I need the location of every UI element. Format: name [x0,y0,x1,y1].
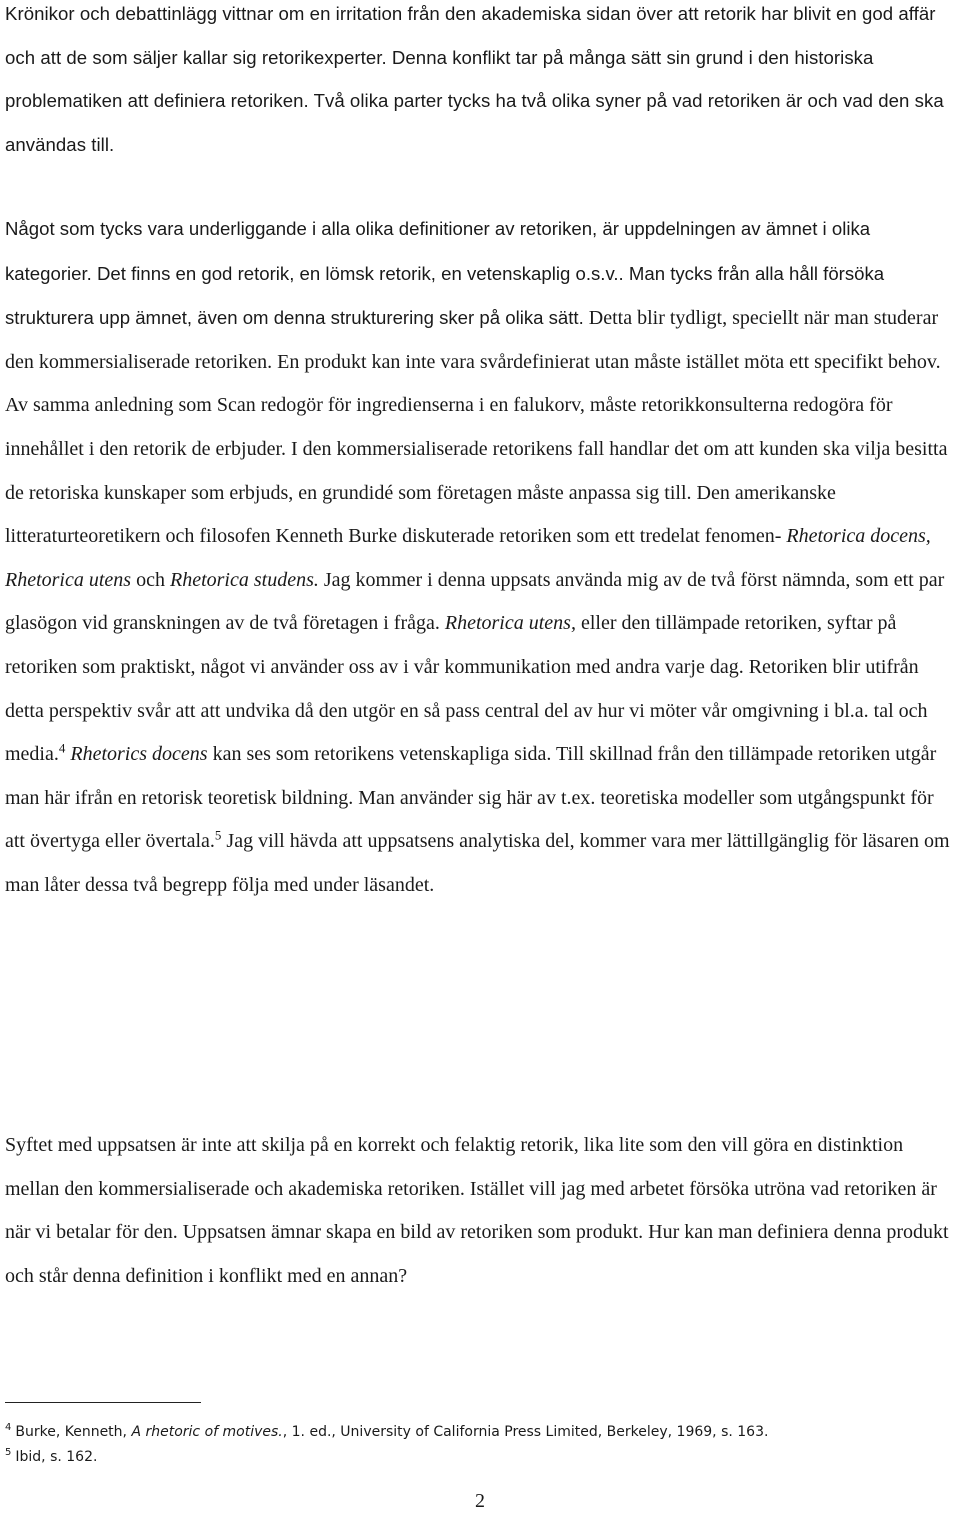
paragraph-categories-text-c: Jag kommer i denna uppsats använda mig av de två först nämnda, som ett par glasögon vid granskningen av de två företagen i fråga. [5,568,945,635]
paragraph-purpose-text: Syftet med uppsatsen är inte att skilja på en korrekt och felaktig retorik, lika lite som den vill göra en distinktion mellan den kommersialiserade och akademiska retoriken. Istället vill jag med arbetet försöka utröna vad retoriken är när vi betalar för den. Uppsatsen ämnar skapa en bild av retoriken som produkt. Hur kan man definiera denna produkt och står denna definition i konflikt med en annan? [5,1134,949,1287]
footnote-4 [5,1420,768,1445]
footnote-ref-5[interactable]: 5 [214,827,222,843]
footnote-4-number: 4 [5,1422,12,1434]
term-rhetorica-studens: Rhetorica studens. [169,568,319,591]
footnote-5 [5,1445,768,1470]
term-rhetorica-utens: Rhetorica utens, [444,612,576,635]
footnote-4-title: A rhetoric of motives. [131,1424,283,1440]
term-rhetorics-docens: Rhetorics docens [65,743,208,766]
footnotes [5,1420,768,1470]
footnote-5-number: 5 [5,1447,12,1459]
paragraph-purpose [5,1124,953,1298]
footnote-4-before: Burke, Kenneth, [15,1424,132,1440]
paragraph-categories-text-d: eller den tillämpade retoriken, syftar på retoriken som praktiskt, något vi använder oss av i vår kommunikation med andra varje dag. Retoriken blir utifrån detta perspektiv svår att att undvika då den utgör en så pass central del av hur vi möter vår omgivning i bl.a. tal och media. [5,612,928,766]
paragraph-categories-text-a: Detta blir tydligt, speciellt när man studerar den kommersialiserade retoriken. En produkt kan inte vara svårdefinierat utan måste istället möta ett specifikt behov. Av samma anledning som Scan redogör för ingredienserna i en falukorv, måste retorikkonsulterna redogöra för innehållet i den retorik de erbjuder. I den kommersialiserade retorikens fall handlar det om att kunden ska vilja besitta de retoriska kunskaper som erbjuds, en grundidé som företagen måste anpassa sig till. Den amerikanske litteraturteoretikern och filosofen Kenneth Burke diskuterade retoriken som ett tredelat fenomen- [5,307,948,548]
footnote-ref-4[interactable]: 4 [58,740,66,756]
page-number: 2 [475,1490,485,1512]
footnote-4-after: , 1. ed., University of California Press Limited, Berkeley, 1969, s. 163. [282,1424,769,1440]
paragraph-categories-text-b: och [131,568,170,591]
footnote-separator [5,1402,201,1403]
paragraph-intro [5,0,953,166]
paragraph-categories-text-f: Jag vill hävda att uppsatsens analytiska del, kommer vara mer lättillgänglig för läsaren om man låter dessa två begrepp följa med under läsandet. [5,830,950,896]
paragraph-intro-text: Krönikor och debattinlägg vittnar om en irritation från den akademiska sidan över att retorik har blivit en god affär och att de som säljer kallar sig retorikexperter. Denna konflikt tar på många sätt sin grund i den historiska problematiken att definiera retoriken. Två olika parter tycks ha två olika syner på vad retoriken är och vad den ska användas till. [5,3,944,155]
term-rhetorica-docens-utens: Rhetorica docens, Rhetorica utens [5,525,931,591]
paragraph-categories [5,207,953,908]
paragraph-categories-sans-text: Något som tycks vara underliggande i alla olika definitioner av retoriken, är uppdelningen av ämnet i olika kategorier. Det finns en god retorik, en lömsk retorik, en vetenskaplig o.s.v.. Man tycks från alla håll försöka strukturera upp ämnet, även om denna strukturering sker på olika sätt. [5,218,885,329]
footnote-5-text: Ibid, s. 162. [15,1449,98,1465]
paragraph-categories-text-e: kan ses som retorikens vetenskapliga sida. Till skillnad från den tillämpade retoriken utgår man här ifrån en retorisk teoretisk bildning. Man använder sig här av t.ex. teoretiska modeller som utgångspunkt för att övertyga eller övertala. [5,743,937,853]
